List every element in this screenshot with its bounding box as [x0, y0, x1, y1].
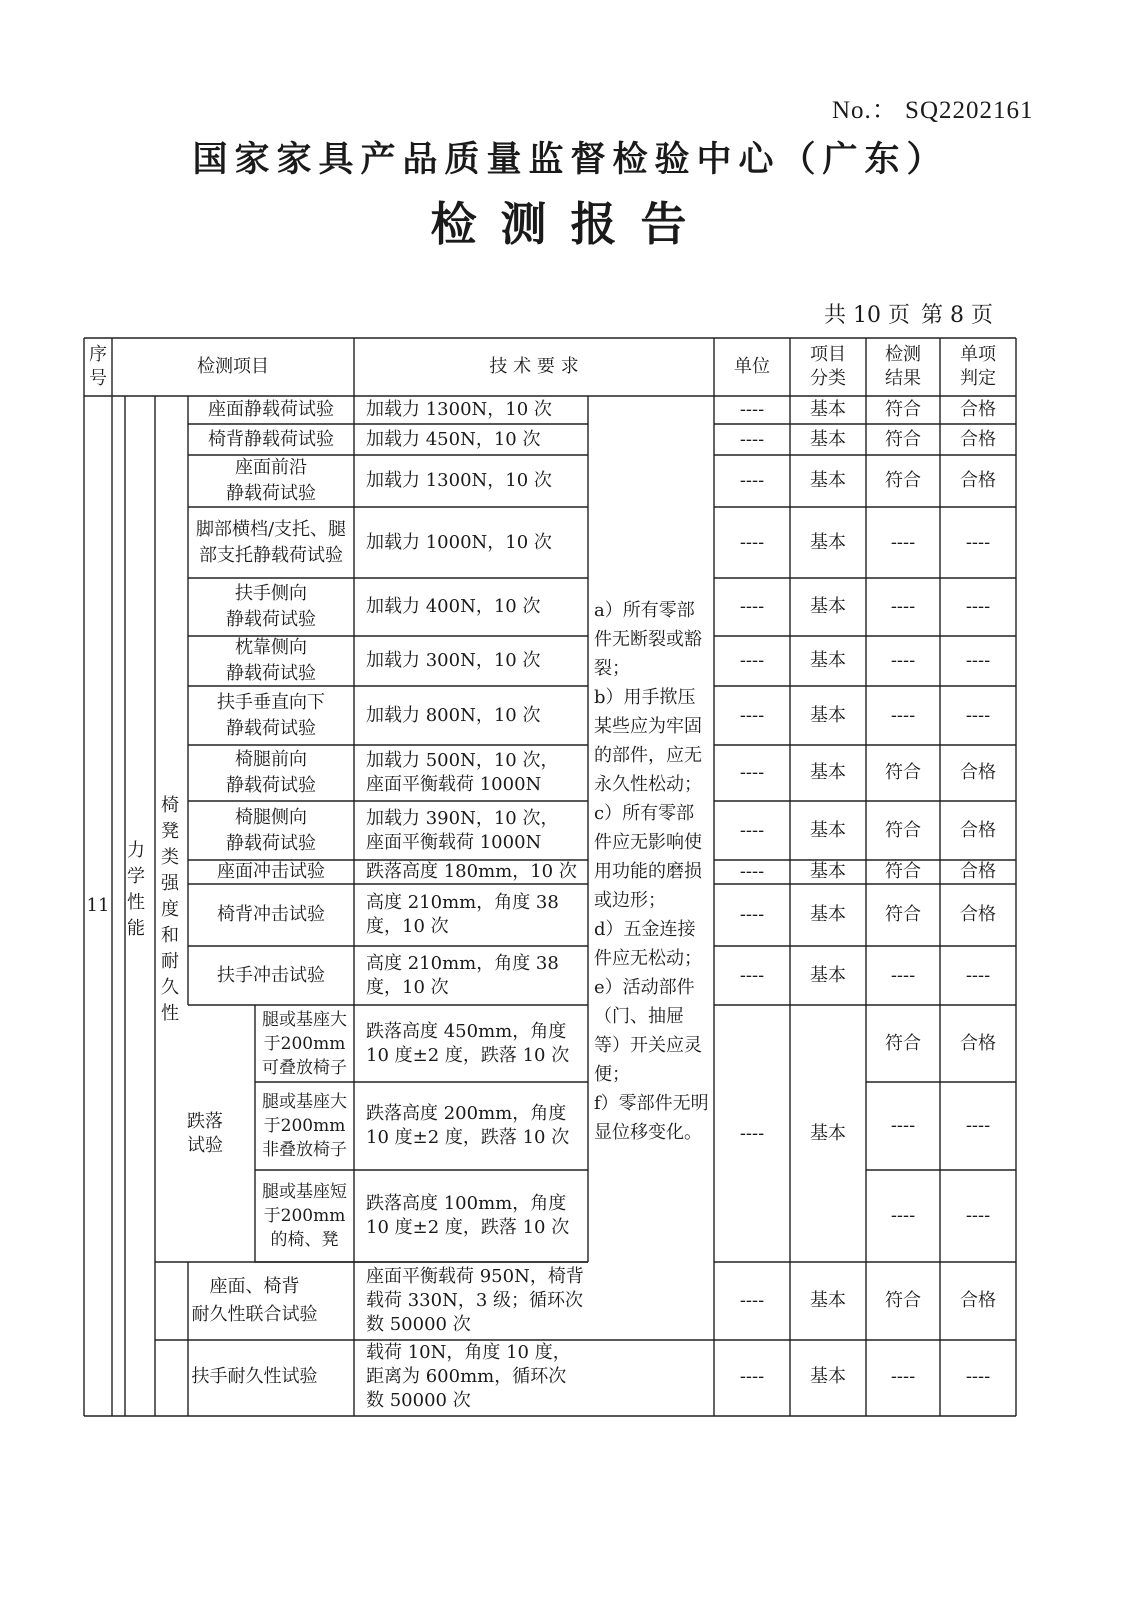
drop-result-2: ----	[890, 1115, 916, 1136]
test-item-2: 椅背静载荷试验	[208, 428, 334, 450]
test-item-4: 脚部横档/支托、腿部支托静载荷试验	[195, 518, 347, 566]
drop-requirement-2: 跌落高度 200mm，角度 10 度±2 度，跌落 10 次	[366, 1103, 570, 1148]
test-category-1: 基本	[810, 399, 846, 420]
test-result-9: 符合	[885, 819, 921, 841]
test-requirement-4: 加载力 1000N，10 次	[366, 531, 552, 553]
test-item-6: 枕靠侧向 静载荷试验	[226, 637, 316, 684]
test-requirement-6: 加载力 300N，10 次	[366, 650, 541, 671]
test-requirement-2: 加载力 450N，10 次	[366, 428, 541, 450]
tail-item-2: 扶手耐久性试验	[191, 1366, 318, 1387]
test-category-9: 基本	[810, 819, 846, 841]
test-category-6: 基本	[810, 650, 846, 671]
test-judgement-5: ----	[965, 596, 991, 617]
document-title: 检测报告	[430, 197, 711, 251]
test-judgement-6: ----	[965, 650, 991, 671]
test-category-3: 基本	[810, 470, 846, 491]
tail-result-1: 符合	[885, 1290, 921, 1311]
test-item-11: 椅背冲击试验	[217, 904, 325, 925]
drop-judgement-3: ----	[965, 1205, 991, 1226]
test-requirement-3: 加载力 1300N，10 次	[366, 470, 552, 491]
page-total: 共 10 页	[824, 303, 910, 328]
test-requirement-1: 加载力 1300N，10 次	[366, 399, 552, 420]
test-category-10: 基本	[810, 861, 846, 882]
test-judgement-10: 合格	[960, 861, 996, 882]
header-category: 项目 分类	[810, 344, 846, 389]
test-result-8: 符合	[885, 762, 921, 783]
drop-test-group: 跌落 试验	[187, 1110, 223, 1156]
test-requirement-12: 高度 210mm，角度 38 度，10 次	[366, 952, 559, 998]
drop-item-3: 腿或基座短于200mm的椅、凳	[262, 1182, 347, 1250]
test-unit-5: ----	[739, 596, 765, 617]
test-result-10: 符合	[885, 861, 921, 882]
group-mechanical-text: 力 学 性 能	[127, 840, 145, 939]
tail-requirement-1: 座面平衡载荷 950N，椅背载荷 330N，3 级；循环次数 50000 次	[366, 1266, 584, 1335]
test-item-5: 扶手侧向 静载荷试验	[226, 583, 316, 630]
test-judgement-11: 合格	[960, 904, 996, 925]
test-item-1: 座面静载荷试验	[208, 399, 334, 420]
drop-judgement-2: ----	[965, 1115, 991, 1136]
test-unit-6: ----	[739, 650, 765, 671]
test-unit-9: ----	[739, 819, 765, 841]
test-unit-7: ----	[739, 704, 765, 726]
test-requirement-9: 加载力 390N，10 次， 座面平衡载荷 1000N	[366, 807, 559, 853]
header-seq: 序 号	[89, 344, 107, 389]
drop-item-1: 腿或基座大于200mm可叠放椅子	[262, 1009, 347, 1078]
test-judgement-9: 合格	[960, 819, 996, 841]
test-result-3: 符合	[885, 470, 921, 491]
test-judgement-2: 合格	[960, 428, 996, 450]
header-unit: 单位	[734, 356, 770, 377]
test-category-2: 基本	[810, 428, 846, 450]
test-category-7: 基本	[810, 704, 846, 726]
test-item-12: 扶手冲击试验	[217, 964, 325, 986]
test-item-10: 座面冲击试验	[217, 861, 325, 882]
test-unit-12: ----	[739, 964, 765, 986]
tail-judgement-1: 合格	[960, 1290, 996, 1311]
test-judgement-12: ----	[965, 964, 991, 986]
test-unit-3: ----	[739, 470, 765, 491]
test-category-8: 基本	[810, 762, 846, 783]
test-item-3: 座面前沿 静载荷试验	[226, 457, 316, 504]
tail-item-1: 座面、椅背 耐久性联合试验	[191, 1276, 318, 1325]
drop-category: 基本	[810, 1122, 846, 1144]
test-result-4: ----	[890, 531, 916, 553]
test-item-7: 扶手垂直向下 静载荷试验	[217, 691, 325, 739]
test-judgement-3: 合格	[960, 470, 996, 491]
header-item: 检测项目	[197, 356, 269, 377]
tail-unit-1: ----	[739, 1290, 765, 1311]
tail-unit-2: ----	[739, 1366, 765, 1387]
test-unit-1: ----	[739, 399, 765, 420]
test-unit-4: ----	[739, 531, 765, 553]
header-judgement: 单项 判定	[960, 344, 996, 389]
test-unit-8: ----	[739, 762, 765, 783]
test-judgement-1: 合格	[960, 399, 996, 420]
test-requirement-8: 加载力 500N，10 次， 座面平衡载荷 1000N	[366, 750, 559, 795]
drop-result-1: 符合	[885, 1032, 921, 1054]
test-unit-11: ----	[739, 904, 765, 925]
test-requirement-5: 加载力 400N，10 次	[366, 596, 541, 617]
drop-unit: ----	[739, 1122, 765, 1144]
test-category-11: 基本	[810, 904, 846, 925]
test-result-5: ----	[890, 596, 916, 617]
page-current: 第 8 页	[920, 303, 993, 328]
test-item-9: 椅腿侧向 静载荷试验	[226, 806, 316, 854]
test-judgement-4: ----	[965, 531, 991, 553]
test-result-7: ----	[890, 704, 916, 726]
test-unit-2: ----	[739, 428, 765, 450]
test-requirement-11: 高度 210mm，角度 38 度，10 次	[366, 892, 559, 937]
test-judgement-7: ----	[965, 704, 991, 726]
drop-item-2: 腿或基座大于200mm非叠放椅子	[262, 1092, 347, 1160]
tail-category-1: 基本	[810, 1290, 846, 1311]
drop-requirement-1: 跌落高度 450mm，角度 10 度±2 度，跌落 10 次	[366, 1020, 570, 1066]
test-category-5: 基本	[810, 596, 846, 617]
test-requirement-7: 加载力 800N，10 次	[366, 704, 541, 726]
test-result-6: ----	[890, 650, 916, 671]
drop-requirement-3: 跌落高度 100mm，角度 10 度±2 度，跌落 10 次	[366, 1193, 570, 1238]
shared-requirement: a）所有零部件无断裂或豁裂； b）用手揿压某些应为牢固的部件，应无永久性松动； c）所有零部件应无影响使用功能的磨损或边形； d）五金连接件应无松动； e）活动部件（门、抽屉等）开关应灵便； f）零部件无明显位移变化。	[594, 600, 709, 1143]
test-result-11: 符合	[885, 904, 921, 925]
tail-requirement-2: 载荷 10N，角度 10 度，距离为 600mm，循环次数 50000 次	[366, 1342, 571, 1411]
test-item-8: 椅腿前向 静载荷试验	[226, 749, 316, 796]
group-chair-strength-text: 椅 凳 类 强 度 和 耐 久 性	[161, 795, 179, 1024]
organization-title: 国家家具产品质量监督检验中心（广东）	[192, 139, 949, 180]
test-requirement-10: 跌落高度 180mm，10 次	[366, 861, 577, 882]
test-result-12: ----	[890, 964, 916, 986]
test-judgement-8: 合格	[960, 762, 996, 783]
test-result-2: 符合	[885, 428, 921, 450]
drop-result-3: ----	[890, 1205, 916, 1226]
header-result: 检测 结果	[885, 344, 921, 389]
tail-result-2: ----	[890, 1366, 916, 1387]
tail-judgement-2: ----	[965, 1366, 991, 1387]
tail-category-2: 基本	[810, 1366, 846, 1387]
test-category-4: 基本	[810, 531, 846, 553]
test-unit-10: ----	[739, 861, 765, 882]
report-number: No.： SQ2202161	[832, 97, 1034, 124]
header-requirement: 技 术 要 求	[489, 356, 579, 377]
drop-judgement-1: 合格	[960, 1032, 996, 1054]
test-result-1: 符合	[885, 399, 921, 420]
seq-value: 11	[86, 895, 110, 916]
test-category-12: 基本	[810, 964, 846, 986]
